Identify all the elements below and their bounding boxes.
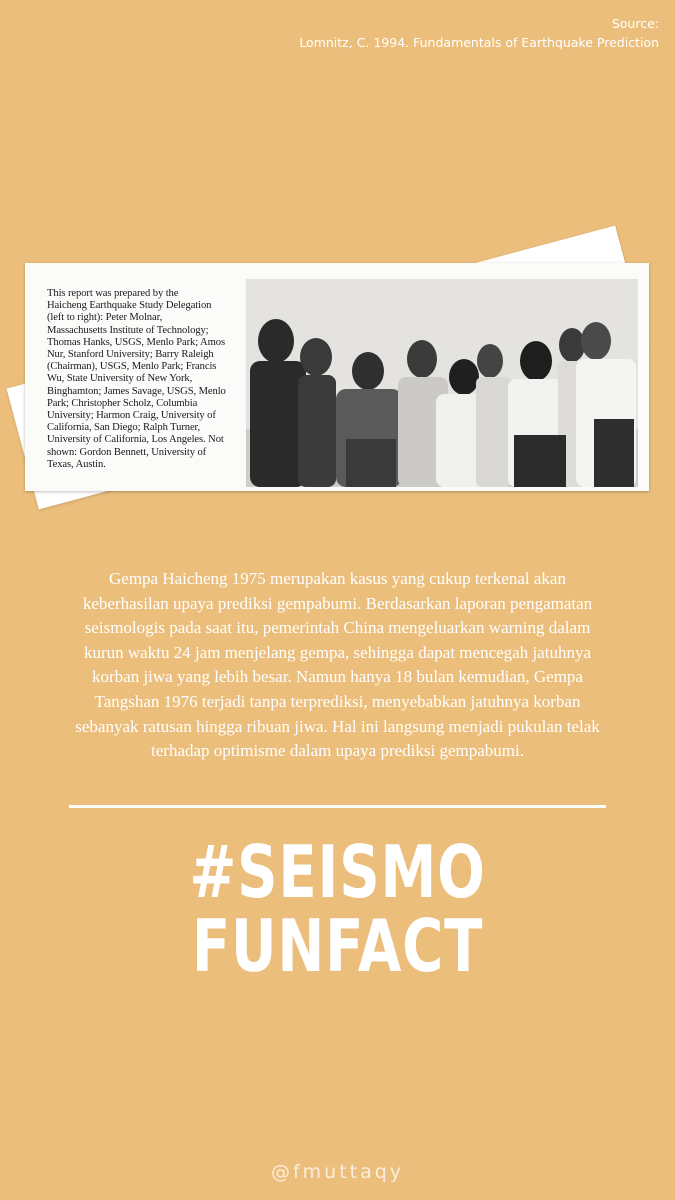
caption-line: Haicheng Earthquake Study Delegation: [47, 300, 212, 312]
caption-line: Park; Christopher Scholz, Columbia: [47, 397, 198, 409]
story-line: Gempa Haicheng 1975 merupakan kasus yang cukup terkenal akan: [109, 569, 566, 588]
source-label: Source:: [611, 16, 659, 31]
caption-line: University of California, Los Angeles. Not: [47, 434, 224, 446]
newspaper-clipping: [25, 263, 649, 491]
source-citation: [239, 14, 659, 52]
story-line: kurun waktu 24 jam menjelang gempa, sehingga dapat mencegah jatuhnya: [83, 642, 591, 662]
caption-line: Texas, Austin.: [47, 458, 106, 470]
caption-line: (left to right): Peter Molnar,: [47, 312, 163, 324]
caption-line: University; Harmon Craig, University of: [47, 410, 216, 422]
author-handle: @fmuttaqy: [270, 1161, 405, 1183]
caption-line: This report was prepared by the: [47, 288, 179, 299]
group-photo-icon: [246, 279, 638, 487]
delegation-group-photo: [246, 279, 638, 487]
caption-line: (Chairman), USGS, Menlo Park; Francis: [47, 361, 217, 373]
caption-line: Thomas Hanks, USGS, Menlo Park; Amos: [47, 336, 225, 348]
caption-line: shown: Gordon Bennett, University of: [47, 446, 207, 458]
story-line: Tangshan 1976 terjadi tanpa terprediksi, menyebabkan jatuhnya korban: [94, 691, 581, 711]
clipping-caption: [47, 288, 257, 471]
source-reference: Lomnitz, C. 1994. Fundamentals of Earthquake Prediction: [299, 35, 659, 50]
story-line: seismologis pada saat itu, pemerintah China mengeluarkan warning dalam: [84, 618, 591, 638]
story-line: sebanyak ratusan hingga ribuan jiwa. Hal ini langsung menjadi pukulan telak: [75, 716, 600, 736]
caption-line: Nur, Stanford University; Barry Raleigh: [47, 349, 214, 361]
caption-line: Wu, State University of New York,: [47, 373, 193, 385]
story-paragraph: [40, 567, 635, 764]
caption-line: Massachusetts Institute of Technology;: [47, 324, 209, 336]
divider-line: [69, 805, 606, 808]
hashtag-title: [74, 830, 601, 988]
hashtag-line-2: FUNFACT: [191, 904, 484, 988]
hashtag-line-1: #SEISMO: [189, 830, 486, 914]
story-line: korban jiwa yang lebih besar. Namun hanya 18 bulan kemudian, Gempa: [92, 667, 583, 687]
caption-line: California, San Diego; Ralph Turner,: [47, 422, 201, 434]
story-line: keberhasilan upaya prediksi gempabumi. Berdasarkan laporan pengamatan: [82, 593, 593, 613]
story-line: terhadap optimisme dalam upaya prediksi gempabumi.: [151, 741, 524, 761]
caption-line: Binghamton; James Savage, USGS, Menlo: [47, 385, 226, 397]
